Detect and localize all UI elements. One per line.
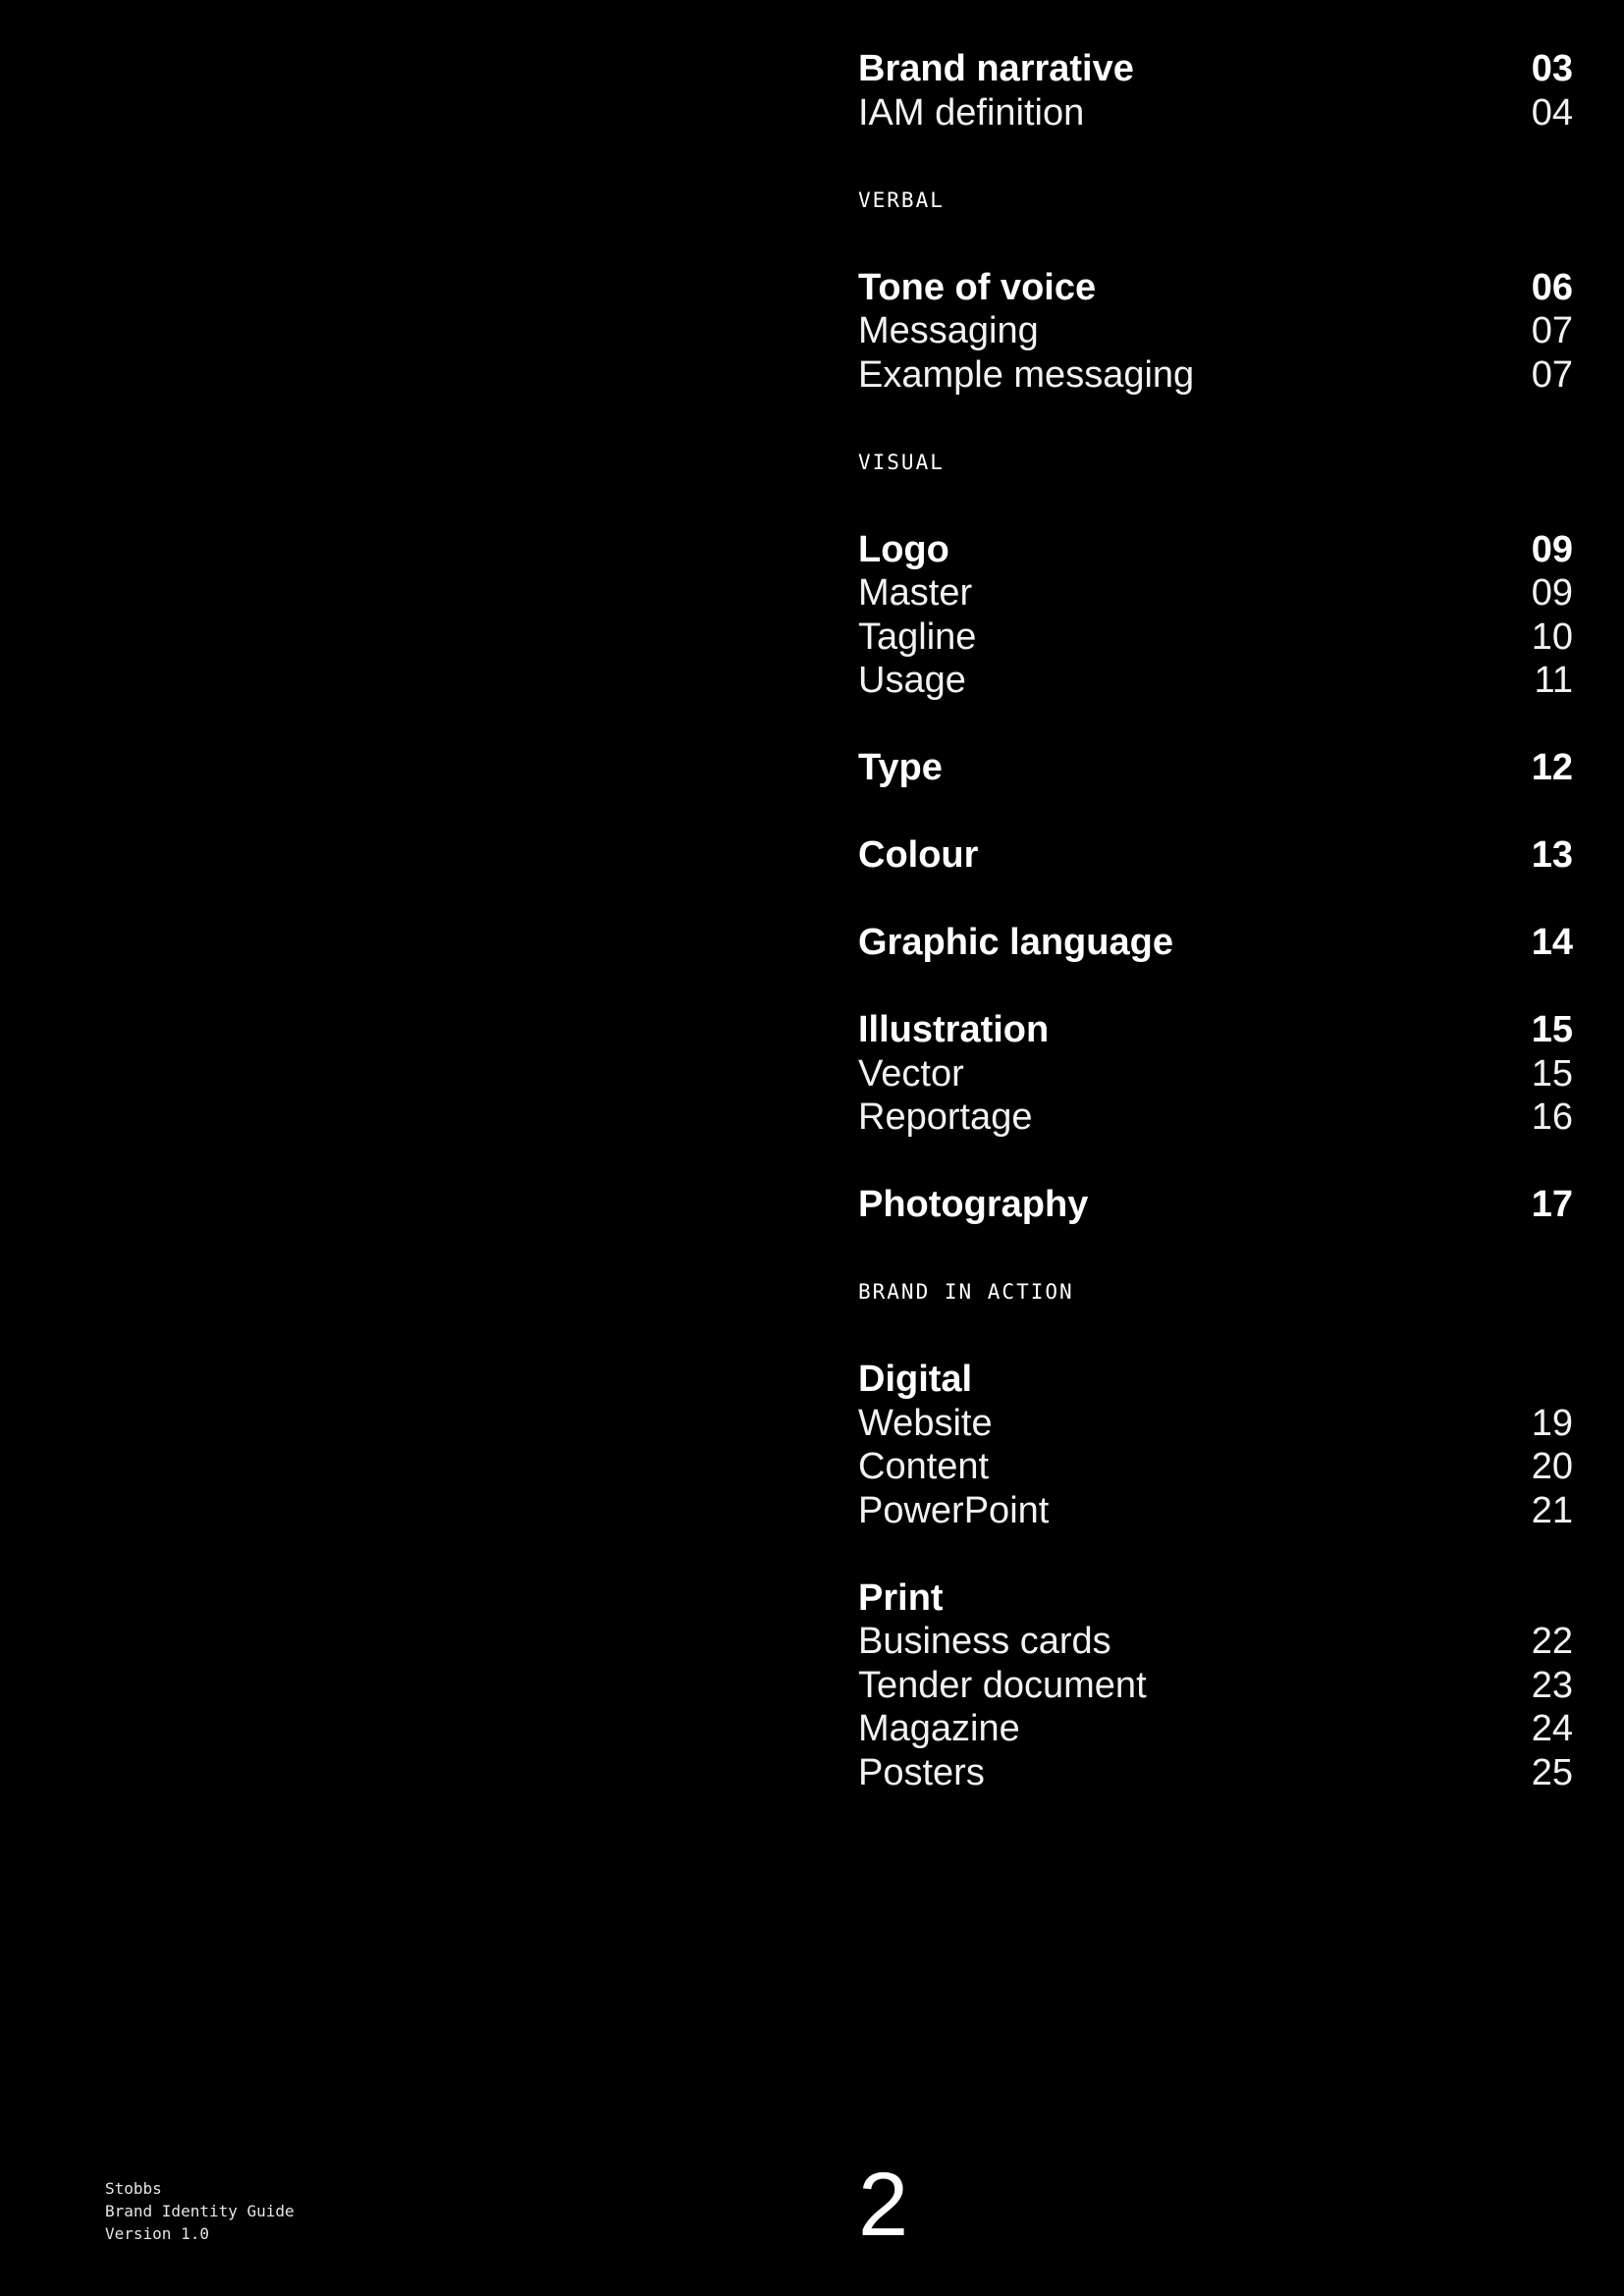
- toc-entry-page: 09: [1531, 572, 1573, 614]
- toc-entry-title: Brand narrative: [858, 48, 1134, 89]
- toc-entry-title: Master: [858, 572, 973, 614]
- toc-entry-title: Logo: [858, 528, 949, 570]
- footer-company: Stobbs: [105, 2179, 162, 2198]
- spacer: [858, 1140, 1573, 1184]
- toc-entry-title: IAM definition: [858, 91, 1085, 133]
- spacer: [858, 878, 1573, 922]
- toc-entry-title: Print: [858, 1576, 944, 1619]
- toc-entry-content[interactable]: [858, 1445, 1573, 1489]
- footer-document-title: Brand Identity Guide: [105, 2202, 295, 2220]
- toc-entry-title: Usage: [858, 660, 966, 701]
- toc-entry-title: Messaging: [858, 310, 1039, 351]
- toc-entry-page: 23: [1531, 1664, 1573, 1706]
- toc-entry-title: Website: [858, 1402, 993, 1444]
- spacer: [858, 1227, 1573, 1271]
- toc-entry-page: 24: [1531, 1708, 1573, 1749]
- toc-entry-title: Tender document: [858, 1664, 1147, 1706]
- spacer: [858, 965, 1573, 1009]
- section-label-brand-in-action: BRAND IN ACTION: [858, 1280, 1074, 1304]
- toc-entry-title: Vector: [858, 1052, 964, 1095]
- toc-entry-title: Content: [858, 1446, 990, 1487]
- toc-entry-messaging[interactable]: [858, 309, 1573, 353]
- spacer: [858, 134, 1573, 179]
- toc-heading-print: [858, 1576, 1573, 1621]
- toc-entry-photography[interactable]: [858, 1183, 1573, 1227]
- toc-entry-page: 15: [1531, 1052, 1573, 1095]
- toc-entry-colour[interactable]: [858, 833, 1573, 878]
- toc-entry-title: PowerPoint: [858, 1489, 1050, 1531]
- toc-entry-tender-document[interactable]: [858, 1664, 1573, 1708]
- toc-entry-tone-of-voice[interactable]: [858, 266, 1573, 310]
- toc-entry-page: 03: [1531, 48, 1573, 89]
- spacer: [858, 484, 1573, 528]
- toc-entry-logo[interactable]: [858, 528, 1573, 572]
- toc-entry-example-messaging[interactable]: [858, 353, 1573, 398]
- toc-entry-page: 07: [1531, 310, 1573, 351]
- spacer: [858, 1532, 1573, 1576]
- toc-entry-page: 13: [1531, 834, 1573, 876]
- toc-entry-posters[interactable]: [858, 1751, 1573, 1795]
- toc-entry-page: 04: [1531, 91, 1573, 133]
- toc-entry-title: Business cards: [858, 1621, 1111, 1662]
- footer-version: Version 1.0: [105, 2224, 209, 2243]
- spacer: [858, 1314, 1573, 1359]
- document-footer: [105, 2177, 295, 2245]
- toc-entry-graphic-language[interactable]: [858, 921, 1573, 965]
- toc-entry-brand-narrative[interactable]: [858, 47, 1573, 91]
- spacer: [858, 790, 1573, 834]
- toc-entry-page: 20: [1531, 1446, 1573, 1487]
- toc-entry-title: Posters: [858, 1751, 985, 1793]
- toc-entry-magazine[interactable]: [858, 1707, 1573, 1751]
- toc-entry-page: 07: [1531, 353, 1573, 396]
- section-label-verbal: VERBAL: [858, 187, 945, 212]
- toc-entry-vector[interactable]: [858, 1052, 1573, 1096]
- toc-entry-page: 09: [1531, 528, 1573, 570]
- toc-entry-page: 17: [1531, 1184, 1573, 1225]
- spacer: [858, 397, 1573, 441]
- toc-entry-website[interactable]: [858, 1402, 1573, 1446]
- toc-entry-type[interactable]: [858, 746, 1573, 790]
- spacer: [858, 703, 1573, 747]
- spacer: [858, 222, 1573, 266]
- toc-entry-page: 10: [1531, 615, 1573, 658]
- toc-entry-powerpoint[interactable]: [858, 1489, 1573, 1533]
- toc-entry-illustration[interactable]: [858, 1008, 1573, 1052]
- toc-entry-title: Tagline: [858, 615, 977, 658]
- toc-entry-reportage[interactable]: [858, 1095, 1573, 1140]
- toc-entry-title: Type: [858, 747, 943, 788]
- toc-entry-title: Graphic language: [858, 922, 1173, 963]
- toc-entry-usage[interactable]: [858, 659, 1573, 703]
- toc-entry-page: 06: [1531, 266, 1573, 308]
- toc-entry-page: 19: [1531, 1402, 1573, 1444]
- toc-entry-title: Tone of voice: [858, 266, 1097, 308]
- toc-heading-digital: [858, 1358, 1573, 1402]
- toc-entry-page: 15: [1531, 1009, 1573, 1050]
- toc-entry-page: 14: [1531, 922, 1573, 963]
- toc-entry-page: 21: [1531, 1489, 1573, 1531]
- toc-entry-title: Example messaging: [858, 353, 1195, 396]
- page-number: 2: [858, 2155, 909, 2255]
- table-of-contents: [858, 47, 1573, 1794]
- toc-entry-tagline[interactable]: [858, 615, 1573, 660]
- toc-entry-master[interactable]: [858, 571, 1573, 615]
- toc-entry-title: Illustration: [858, 1009, 1050, 1050]
- toc-entry-title: Magazine: [858, 1708, 1020, 1749]
- toc-entry-business-cards[interactable]: [858, 1620, 1573, 1664]
- toc-entry-title: Reportage: [858, 1096, 1033, 1138]
- toc-entry-title: Digital: [858, 1359, 973, 1400]
- toc-entry-iam-definition[interactable]: [858, 91, 1573, 135]
- toc-entry-page: 22: [1531, 1621, 1573, 1662]
- toc-entry-page: 25: [1531, 1751, 1573, 1793]
- section-label-visual: VISUAL: [858, 450, 945, 474]
- toc-entry-title: Colour: [858, 834, 979, 876]
- toc-entry-page: 16: [1531, 1096, 1573, 1138]
- toc-entry-page: 12: [1531, 747, 1573, 788]
- toc-entry-page: 11: [1534, 660, 1573, 701]
- toc-entry-title: Photography: [858, 1184, 1089, 1225]
